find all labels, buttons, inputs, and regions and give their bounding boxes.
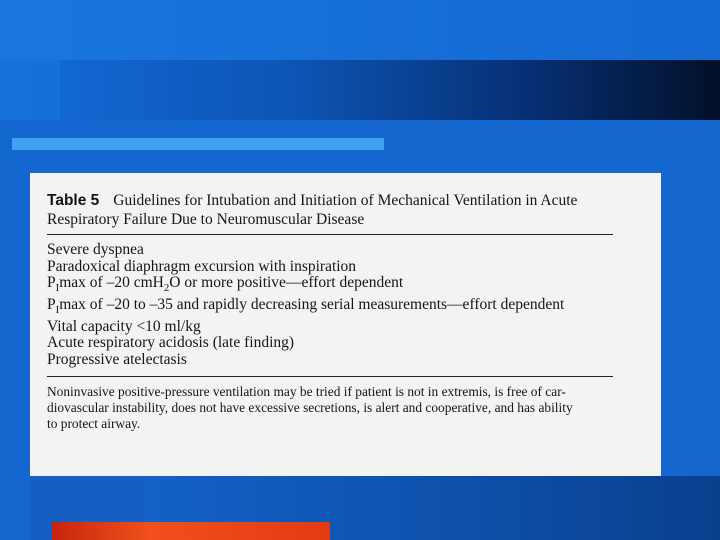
table-caption	[47, 191, 643, 229]
list-item: $P_I\max$ of –20 cmH$_2$O or more positive—effort dependent	[47, 274, 404, 295]
table-top-rule	[47, 234, 613, 235]
list-item: Severe dyspnea	[47, 241, 144, 258]
header-upper-band	[0, 0, 720, 60]
accent-bar	[12, 138, 384, 150]
table-title-line2: Respiratory Failure Due to Neuromuscular Disease	[47, 211, 365, 228]
table-number: Table 5	[47, 192, 100, 209]
footer-red-bar	[52, 522, 330, 540]
header-dark-panel	[60, 60, 720, 120]
table-footnote: Noninvasive positive-pressure ventilation may be tried if patient is not in extremis, is free of car- diovascular instability, does not have excessive secretions, is alert and cooperative, and has ability to protect airway.	[47, 384, 573, 432]
list-item: $P_I\max$ of –20 to –35 and rapidly decreasing serial measurements—effort dependent	[47, 295, 565, 316]
list-item: Paradoxical diaphragm excursion with inspiration	[47, 257, 357, 275]
list-item: Acute respiratory acidosis (late finding)	[47, 334, 295, 352]
list-item: Progressive atelectasis	[47, 350, 187, 368]
list-item: Vital capacity <10 ml/kg	[47, 317, 201, 335]
table-title-line1: Guidelines for Intubation and Initiation of Mechanical Ventilation in Acute	[113, 192, 578, 209]
table-bottom-rule	[47, 376, 613, 377]
scanned-table	[30, 173, 661, 476]
